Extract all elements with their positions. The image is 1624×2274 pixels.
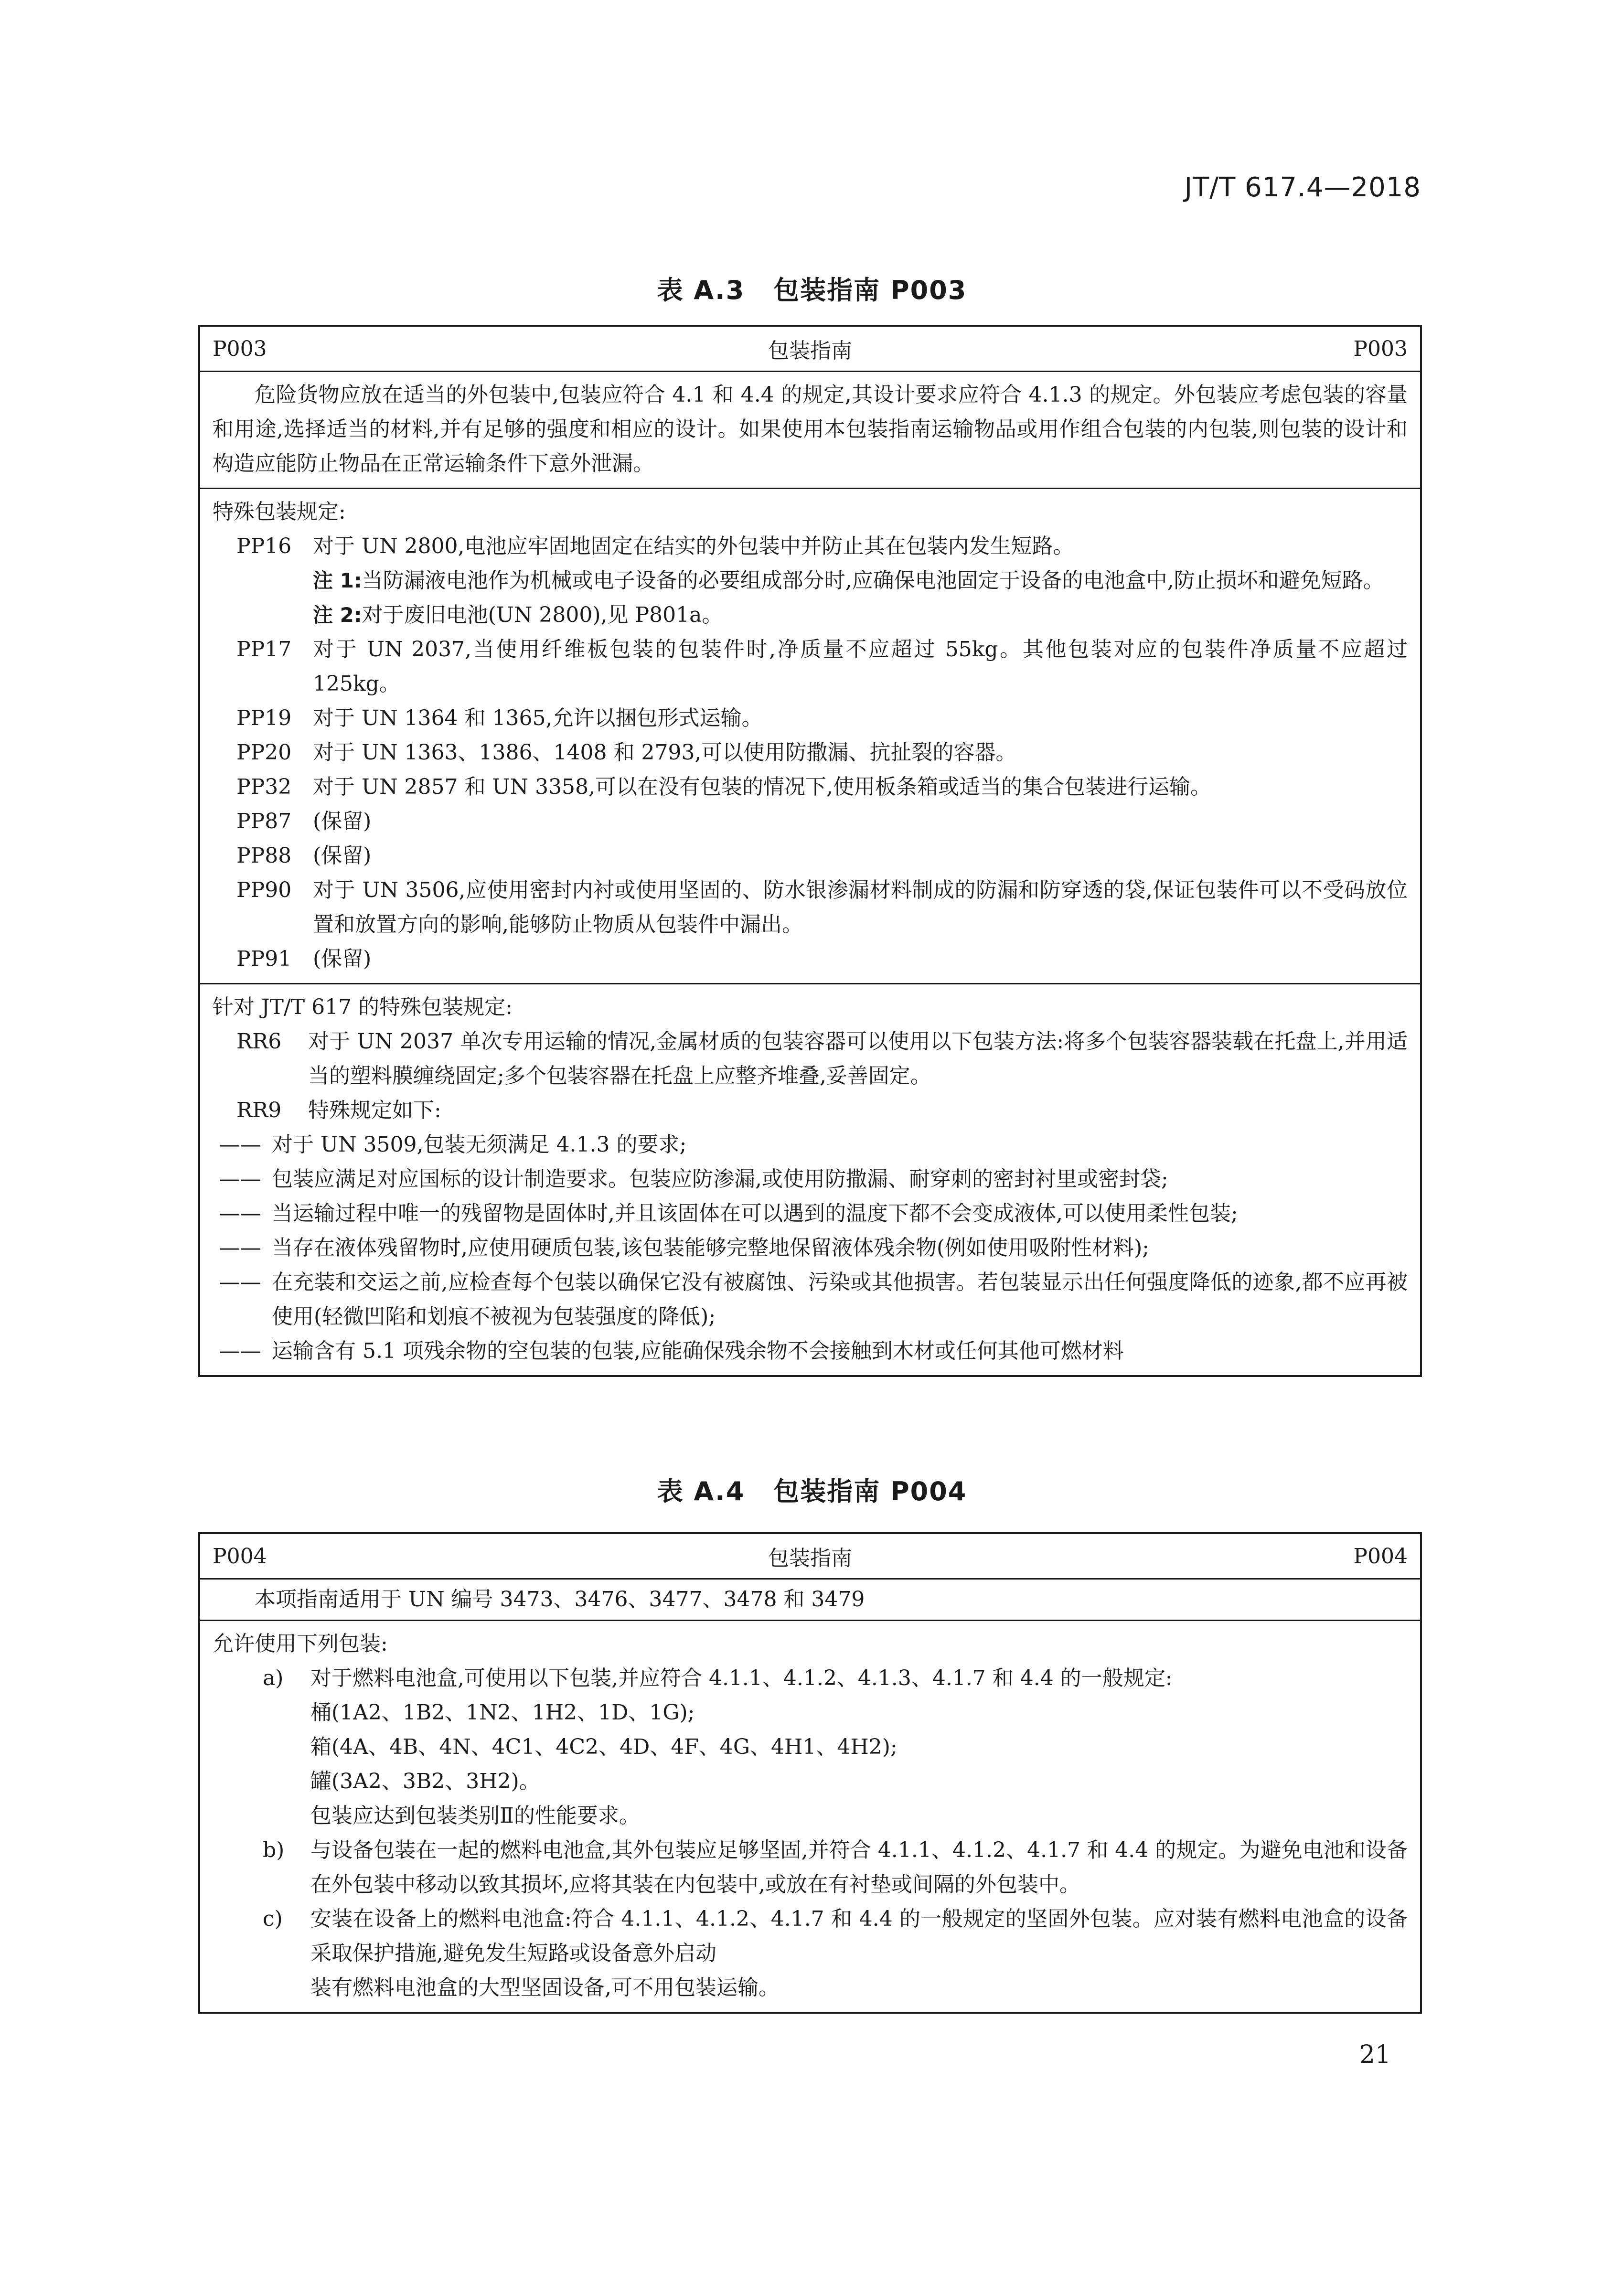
dash-mark: —— — [219, 1270, 261, 1294]
table-a3-special-provisions — [200, 488, 1420, 983]
table-a3-code-right: P003 — [1353, 336, 1408, 361]
table-a3-caption — [0, 270, 1624, 307]
provision-text: 对于 UN 2800,电池应牢固地固定在结实的外包装中并防止其在包装内发生短路。 — [313, 534, 1074, 558]
rr9-item-2 — [213, 1162, 1408, 1196]
list-marker: c) — [263, 1907, 283, 1931]
provision-pp32 — [213, 770, 1408, 804]
provision-text: 对于 UN 3506,应使用密封内衬或使用坚固的、防水银渗漏材料制成的防漏和防穿透的袋,保证包装件可以不受码放位置和放置方向的影响,能够防止物质从包装件中漏出。 — [313, 878, 1408, 937]
note-2 — [213, 598, 1408, 632]
provision-pp16 — [213, 529, 1408, 564]
provision-pp91 — [213, 942, 1408, 976]
provision-code: PP32 — [236, 775, 292, 799]
table-a3-intro: 危险货物应放在适当的外包装中,包装应符合 4.1 和 4.4 的规定,其设计要求应符合 4.1.3 的规定。外包装应考虑包装的容量和用途,选择适当的材料,并有足够的强度和相应的设计。如果使用本包装指南运输物品或用作组合包装的内包装,则包装的设计和构造应能防止物品在正常运输条件下意外泄漏。 — [213, 383, 1408, 476]
provision-pp87 — [213, 804, 1408, 839]
standard-code: JT/T 617.4—2018 — [1184, 172, 1421, 203]
provision-text: 对于 UN 1364 和 1365,允许以捆包形式运输。 — [313, 706, 763, 730]
table-a4-caption — [0, 1471, 1624, 1508]
dash-mark: —— — [219, 1339, 261, 1363]
dash-text: 当存在液体残留物时,应使用硬质包装,该包装能够完整地保留液体残余物(例如使用吸附性材料); — [272, 1236, 1150, 1260]
provision-code: PP16 — [236, 534, 292, 558]
packaging-jerricans: 罐(3A2、3B2、3H2)。 — [310, 1769, 540, 1794]
rr9-item-5 — [213, 1265, 1408, 1334]
dash-mark: —— — [219, 1201, 261, 1226]
provision-rr6 — [213, 1025, 1408, 1093]
jt-provisions-heading: 针对 JT/T 617 的特殊包装规定: — [213, 995, 513, 1019]
dash-mark: —— — [219, 1236, 261, 1260]
note-label: 注 1: — [313, 569, 362, 592]
list-item-a — [213, 1661, 1408, 1696]
large-equipment-note: 装有燃料电池盒的大型坚固设备,可不用包装运输。 — [310, 1975, 780, 2000]
special-provisions-heading: 特殊包装规定: — [213, 500, 346, 524]
dash-text: 对于 UN 3509,包装无须满足 4.1.3 的要求; — [272, 1132, 687, 1157]
dash-text: 运输含有 5.1 项残余物的空包装的包装,应能确保残余物不会接触到木材或任何其他可燃材料 — [272, 1339, 1124, 1363]
provision-pp20 — [213, 736, 1408, 770]
provision-code: PP87 — [236, 809, 292, 833]
provision-pp88 — [213, 839, 1408, 873]
table-a3-caption-title: 包装指南 P003 — [773, 275, 967, 305]
provision-text: 对于 UN 1363、1386、1408 和 2793,可以使用防撒漏、抗扯裂的容器。 — [313, 740, 1017, 765]
provision-code: PP90 — [236, 878, 292, 902]
table-a3-jt-provisions — [200, 983, 1420, 1375]
table-a4-caption-number: 表 A.4 — [657, 1476, 745, 1506]
table-a4-code-left: P004 — [213, 1544, 267, 1569]
table-a3-header-row — [200, 327, 1420, 371]
table-a3-title: 包装指南 — [768, 339, 852, 363]
provision-pp90 — [213, 873, 1408, 942]
dash-mark: —— — [219, 1167, 261, 1191]
table-a4 — [198, 1532, 1422, 2014]
provision-code: PP91 — [236, 947, 292, 971]
provision-rr9 — [213, 1093, 1408, 1128]
table-a3-code-left: P003 — [213, 336, 267, 361]
page-number: 21 — [1359, 2040, 1391, 2069]
table-a4-header-row — [200, 1534, 1420, 1578]
table-a4-title: 包装指南 — [768, 1546, 852, 1570]
provision-text: 对于 UN 2037,当使用纤维板包装的包装件时,净质量不应超过 55kg。其他包装对应的包装件净质量不应超过 125kg。 — [313, 637, 1408, 696]
table-a4-scope-row — [200, 1578, 1420, 1620]
rr9-item-3 — [213, 1196, 1408, 1231]
list-text: 安装在设备上的燃料电池盒:符合 4.1.1、4.1.2、4.1.7 和 4.4 的一般规定的坚固外包装。应对装有燃料电池盒的设备采取保护措施,避免发生短路或设备意外启动 — [310, 1907, 1408, 1965]
table-a4-allowed-packagings — [200, 1620, 1420, 2012]
note-label: 注 2: — [313, 603, 362, 627]
table-a4-code-right: P004 — [1353, 1544, 1408, 1569]
rr9-item-1 — [213, 1128, 1408, 1162]
list-marker: b) — [263, 1838, 285, 1862]
list-item-b — [213, 1833, 1408, 1902]
table-a4-scope: 本项指南适用于 UN 编号 3473、3476、3477、3478 和 3479 — [255, 1587, 865, 1612]
dash-text: 包装应满足对应国标的设计制造要求。包装应防渗漏,或使用防撒漏、耐穿刺的密封衬里或密封袋; — [272, 1167, 1168, 1191]
provision-code: RR6 — [236, 1029, 282, 1054]
note-text: 对于废旧电池(UN 2800),见 P801a。 — [362, 603, 723, 627]
list-item-c — [213, 1902, 1408, 1971]
provision-code: RR9 — [236, 1098, 282, 1122]
rr9-item-6 — [213, 1334, 1408, 1368]
packaging-boxes: 箱(4A、4B、4N、4C1、4C2、4D、4F、4G、4H1、4H2); — [310, 1735, 897, 1759]
packaging-performance: 包装应达到包装类别Ⅱ的性能要求。 — [310, 1804, 640, 1828]
provision-text: 对于 UN 2857 和 UN 3358,可以在没有包装的情况下,使用板条箱或适当的集合包装进行运输。 — [313, 775, 1212, 799]
rr9-item-4 — [213, 1231, 1408, 1265]
table-a3-intro-row — [200, 371, 1420, 488]
provision-code: PP17 — [236, 637, 292, 662]
list-text: 与设备包装在一起的燃料电池盒,其外包装应足够坚固,并符合 4.1.1、4.1.2、4.1.7 和 4.4 的规定。为避免电池和设备在外包装中移动以致其损坏,应将其装在内包装中,或放在有衬垫或间隔的外包装中。 — [310, 1838, 1408, 1897]
provision-code: PP20 — [236, 740, 292, 765]
table-a3 — [198, 325, 1422, 1377]
allowed-packagings-heading: 允许使用下列包装: — [213, 1632, 388, 1656]
note-text: 当防漏液电池作为机械或电子设备的必要组成部分时,应确保电池固定于设备的电池盒中,防止损坏和避免短路。 — [362, 568, 1384, 593]
note-1 — [213, 564, 1408, 598]
table-a4-caption-title: 包装指南 P004 — [773, 1476, 967, 1506]
provision-code: PP88 — [236, 843, 292, 868]
provision-text: (保留) — [313, 809, 372, 833]
dash-text: 在充装和交运之前,应检查每个包装以确保它没有被腐蚀、污染或其他损害。若包装显示出任何强度降低的迹象,都不应再被使用(轻微凹陷和划痕不被视为包装强度的降低); — [272, 1270, 1408, 1329]
provision-pp17 — [213, 632, 1408, 701]
dash-mark: —— — [219, 1132, 261, 1157]
list-text: 对于燃料电池盒,可使用以下包装,并应符合 4.1.1、4.1.2、4.1.3、4.1.7 和 4.4 的一般规定: — [310, 1666, 1173, 1690]
provision-pp19 — [213, 701, 1408, 736]
table-a3-caption-number: 表 A.3 — [657, 275, 745, 305]
provision-text: (保留) — [313, 843, 372, 868]
packaging-drums: 桶(1A2、1B2、1N2、1H2、1D、1G); — [310, 1700, 695, 1725]
provision-code: PP19 — [236, 706, 292, 730]
provision-text: 特殊规定如下: — [308, 1098, 441, 1122]
provision-text: 对于 UN 2037 单次专用运输的情况,金属材质的包装容器可以使用以下包装方法:将多个包装容器装载在托盘上,并用适当的塑料膜缠绕固定;多个包装容器在托盘上应整齐堆叠,妥善固定。 — [308, 1029, 1408, 1088]
provision-text: (保留) — [313, 947, 372, 971]
dash-text: 当运输过程中唯一的残留物是固体时,并且该固体在可以遇到的温度下都不会变成液体,可以使用柔性包装; — [272, 1201, 1238, 1226]
list-marker: a) — [263, 1666, 284, 1690]
